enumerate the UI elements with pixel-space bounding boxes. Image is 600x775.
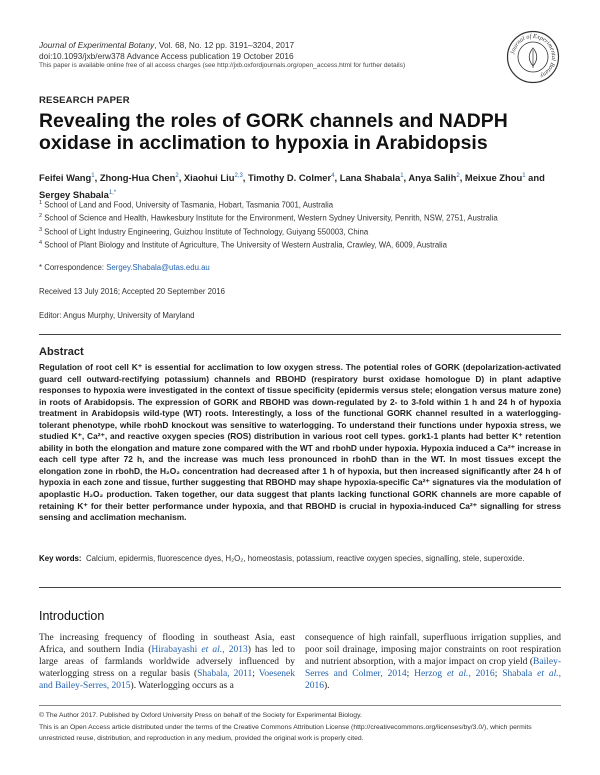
author-affiliation-marker[interactable]: 2,3 (234, 173, 243, 179)
author-name: Lana Shabala (339, 172, 401, 184)
body-text: ; (406, 669, 415, 680)
correspondence-email-link[interactable]: Sergey.Shabala@utas.edu.au (106, 263, 210, 272)
affiliation-text: School of Science and Health, Hawkesbury Institute for the Environment, Western Sydney University, Penrith, NSW, 2751, Australia (42, 213, 498, 223)
affiliation-number: 4 (39, 240, 43, 247)
dates-line: Received 13 July 2016; Accepted 20 September 2016 (39, 287, 225, 296)
body-text: ). Waterlogging occurs as a (130, 681, 234, 692)
affiliation-item (39, 198, 579, 211)
author-affiliation-marker[interactable]: 1 (522, 173, 526, 179)
keywords-text: Calcium, epidermis, fluorescence dyes, H₂O₂, homeostasis, potassium, reactive oxygen species, signalling, stele, superoxide. (85, 554, 525, 563)
abstract-text: Regulation of root cell K⁺ is essential for acclimation to low oxygen stress. The potential roles of GORK (depolarization-activated guard cell outward-rectifying potassium) channels and RBOHD (respiratory burst oxidase homologue D) in plant adaptive responses to hypoxia were investigated in the context of tissue specificity (epidermis versus stele; elongation versus mature zone) in roots of Arabidopsis. The expression of GORK and RBOHD was down-regulated by 2- to 3-fold within 1 h and 24 h of hypoxia treatment in Arabidopsis wild-type (WT) roots. Interestingly, a loss of the functional GORK channel resulted in a waterlogging-tolerant phenotype, while rbohD knockout was sensitive to waterlogging. To understand their functions under hypoxia stress, we studied K⁺, Ca²⁺, and reactive oxygen species (ROS) distribution in various root cell types. gork1-1 plants had better K⁺ retention ability in both the elongation and mature zone compared with the WT and rbohD under hypoxia. Hypoxia induced a Ca²⁺ increase in each cell type after 72 h, and the increase was much less pronounced in rbohD than in the WT. In most tissues except the elongation zone in rbohD, the H₂O₂ concentration had decreased after 1 h of hypoxia, but then increased significantly after 24 h of hypoxia in each zone and tissue, further suggesting that RBOHD may shape hypoxia-specific Ca²⁺ signatures via the modulation of apoplastic H₂O₂ production. Taken together, our data suggest that plants lacking functional GORK channels are more capable of retaining K⁺ for their better performance under hypoxia, and that RBOHD is crucial in hypoxia-induced Ca²⁺ signalling for stress sensing and acclimation mechanism. (39, 362, 561, 523)
footer-divider (39, 705, 561, 706)
author-affiliation-marker[interactable]: 4 (331, 173, 335, 179)
journal-meta: , Vol. 68, No. 12 pp. 3191–3204, 2017 (154, 40, 295, 50)
abstract-heading: Abstract (39, 346, 84, 358)
author-name: Sergey Shabala (39, 188, 109, 200)
body-text: ). (324, 681, 330, 692)
introduction-column-left (39, 632, 295, 692)
author-name: Anya Salih (408, 172, 457, 184)
correspondence-label: * Correspondence: (39, 263, 105, 272)
citation-link[interactable]: et al. (537, 669, 559, 680)
citation-link[interactable]: Voesenek and Bailey-Serres, 2015 (39, 669, 295, 692)
copyright-line: © The Author 2017. Published by Oxford University Press on behalf of the Society for Experimental Biology. (39, 712, 362, 719)
affiliation-item (39, 211, 579, 224)
affiliation-text: School of Land and Food, University of Tasmania, Hobart, Tasmania 7001, Australia (42, 200, 334, 210)
author-affiliation-marker[interactable]: 1 (91, 173, 95, 179)
citation-link[interactable]: et al. (201, 645, 223, 656)
keywords (39, 553, 561, 565)
author-name: Zhong-Hua Chen (99, 172, 176, 184)
affiliation-number: 1 (39, 200, 43, 206)
journal-seal-logo (506, 30, 560, 84)
author-list: Feifei Wang$^1$, Zhong-Hua Chen$^2$, Xiaohui Liu$^{2,3}$, Timothy D. Colmer$^4$, Lana Shabala$^1$, Anya Salih$^2$, Meixue Zhou$^1$ and Sergey Shabala$^{1,*}$ (39, 172, 545, 200)
body-text: consequence of high rainfall, superfluous irrigation supplies, and poor soil drainage, imposing major constraints on root respiration and nutrient absorption, with a major impact on crop yield ( (305, 633, 561, 668)
introduction-heading: Introduction (39, 609, 105, 623)
body-text: ) has led to large areas of farmlands worldwide adversely influenced by waterlogging stress on a regular basis ( (39, 645, 296, 680)
introduction-column-right (305, 632, 561, 692)
author-name: Feifei Wang (39, 172, 92, 184)
doi-line: doi:10.1093/jxb/erw378 Advance Access publication 19 October 2016 (39, 51, 294, 61)
affiliation-number: 3 (39, 226, 43, 233)
author-affiliation-marker[interactable]: 2 (456, 173, 460, 179)
citation-link[interactable]: , 2013 (222, 645, 248, 656)
open-access-line: This paper is available online free of all access charges (see http://jxb.oxfordjournals.org/open_access.html for further details) (39, 62, 406, 69)
author-affiliation-marker[interactable]: 2 (175, 173, 179, 179)
article-type: RESEARCH PAPER (39, 95, 130, 106)
citation-link[interactable]: Hirabayashi (151, 645, 202, 656)
affiliation-text: School of Plant Biology and Institute of Agriculture, The University of Western Australia, Crawley, WA, 6009, Australia (42, 240, 447, 250)
citation-link[interactable]: , 2016 (468, 669, 495, 680)
correspondence (39, 263, 210, 272)
affiliation-list (39, 198, 579, 252)
body-text: ; (494, 669, 503, 680)
author-name: Meixue Zhou (464, 172, 523, 184)
author-affiliation-marker[interactable]: 1,* (108, 189, 117, 196)
author-name: Xiaohui Liu (183, 172, 235, 184)
keywords-label: Key words: (39, 554, 82, 563)
affiliation-item (39, 225, 579, 238)
license-text: This is an Open Access article distributed under the terms of the Creative Commons Attribution License (http://creativecommons.org/licenses/by/3.0/), which permits unrestricted reuse, distribution, and reproduction in any medium, provided the original work is properly cited. (39, 724, 532, 742)
affiliation-item (39, 238, 579, 251)
citation-link[interactable]: Bailey-Serres and Colmer, 2014 (305, 657, 561, 680)
citation-link[interactable]: et al. (446, 669, 469, 680)
author-affiliation-marker[interactable]: 1 (400, 173, 404, 179)
abstract-bottom-divider (39, 587, 561, 588)
article-title: Revealing the roles of GORK channels and NADPH oxidase in acclimation to hypoxia in Arabidopsis (39, 110, 508, 154)
citation-link[interactable]: Shabala (502, 669, 538, 680)
affiliation-number: 2 (39, 213, 43, 220)
journal-name: Journal of Experimental Botany (39, 40, 155, 50)
editor-line: Editor: Angus Murphy, University of Maryland (39, 311, 195, 320)
citation-link[interactable]: Herzog (414, 669, 447, 680)
author-name: Timothy D. Colmer (248, 172, 332, 184)
citation-link[interactable]: Shabala, 2011 (197, 669, 253, 680)
body-text: The increasing frequency of flooding in southeast Asia, east Africa, and southern India ( (39, 633, 295, 656)
affiliation-text: School of Light Industry Engineering, Guizhou Institute of Technology, Guiyang 550003, China (42, 227, 369, 237)
journal-citation (39, 40, 294, 51)
body-text: ; (252, 669, 259, 680)
citation-link[interactable]: , 2016 (305, 669, 562, 692)
svg-text:Journal of Experimental Botany: Journal of Experimental Botany (509, 32, 558, 80)
abstract-top-divider (39, 334, 561, 335)
